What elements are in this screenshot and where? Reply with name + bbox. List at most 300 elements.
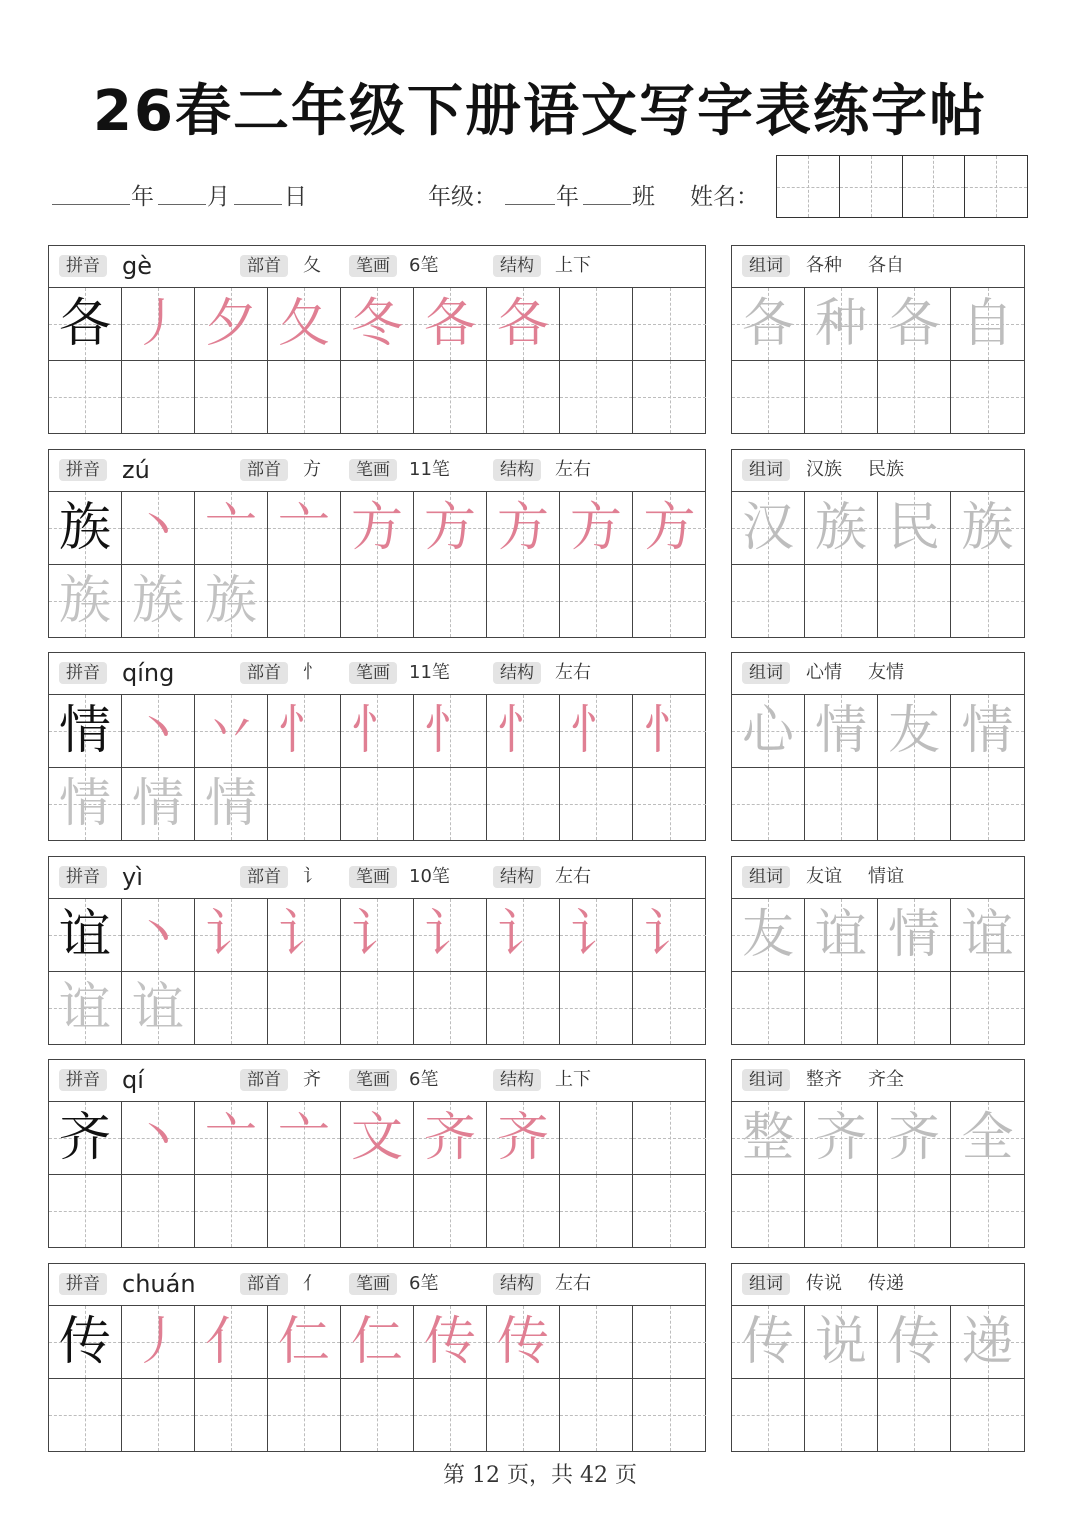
stroke-order-cell[interactable] (195, 1102, 268, 1175)
day-label: 日 (284, 184, 307, 210)
radical-value: 夂 (303, 255, 321, 276)
trace-cell[interactable] (195, 565, 268, 637)
empty-practice-cell[interactable] (268, 972, 341, 1044)
trace-cell[interactable] (122, 768, 195, 840)
character-block (48, 1263, 706, 1452)
empty-practice-cell[interactable] (341, 361, 414, 433)
empty-practice-cell[interactable] (49, 361, 122, 433)
word-trace-character: 友 (741, 905, 794, 965)
structure-label: 结构 (493, 1273, 541, 1295)
pinyin-label: 拼音 (59, 459, 107, 481)
stroke-step: 传 (423, 1312, 476, 1372)
year-label: 年 (131, 184, 154, 210)
page-footer: 第 12 页，共 42 页 (443, 1463, 637, 1488)
stroke-order-cell[interactable] (268, 1306, 341, 1379)
word-trace-cell[interactable] (878, 288, 951, 361)
empty-practice-cell[interactable] (633, 1175, 706, 1247)
stroke-order-cell[interactable] (195, 492, 268, 565)
word-trace-cell[interactable] (732, 899, 805, 972)
character-block (48, 245, 706, 434)
word-trace-cell[interactable] (732, 1102, 805, 1175)
empty-practice-cell[interactable] (414, 361, 487, 433)
empty-practice-cell[interactable] (487, 1379, 560, 1451)
word-trace-character: 各 (887, 294, 940, 354)
radical-label: 部首 (240, 459, 288, 481)
stroke-order-cell[interactable] (341, 492, 414, 565)
structure-label: 结构 (493, 866, 541, 888)
words-label: 组词 (742, 255, 790, 277)
empty-practice-cell[interactable] (341, 1175, 414, 1247)
empty-practice-cell[interactable] (341, 1379, 414, 1451)
stroke-order-cell[interactable] (487, 1102, 560, 1175)
empty-practice-cell[interactable] (560, 1306, 633, 1379)
empty-practice-cell[interactable] (560, 1379, 633, 1451)
stroke-order-cell[interactable] (487, 288, 560, 361)
word-trace-cell[interactable] (805, 1102, 878, 1175)
empty-word-cell[interactable] (732, 972, 805, 1044)
stroke-order-cell[interactable] (341, 288, 414, 361)
words-label: 组词 (742, 1273, 790, 1295)
empty-practice-cell[interactable] (487, 972, 560, 1044)
trace-cell[interactable] (195, 768, 268, 840)
pinyin-label: 拼音 (59, 255, 107, 277)
word-trace-cell[interactable] (805, 899, 878, 972)
practice-grid (49, 492, 706, 637)
name-box-cell[interactable] (965, 156, 1027, 217)
stroke-step: 丶 (131, 701, 184, 761)
stroke-order-cell[interactable] (122, 899, 195, 972)
stroke-order-cell[interactable] (268, 492, 341, 565)
word-text: 汉族 (806, 459, 842, 480)
structure-label: 结构 (493, 459, 541, 481)
empty-practice-cell[interactable] (195, 1379, 268, 1451)
empty-word-cell[interactable] (878, 1175, 951, 1247)
empty-word-cell[interactable] (732, 1379, 805, 1451)
stroke-step: 仁 (350, 1312, 403, 1372)
stroke-order-cell[interactable] (341, 899, 414, 972)
empty-practice-cell[interactable] (195, 1175, 268, 1247)
empty-practice-cell[interactable] (633, 1306, 706, 1379)
word-trace-cell[interactable] (878, 1102, 951, 1175)
empty-practice-cell[interactable] (268, 1175, 341, 1247)
stroke-step: 夂 (277, 294, 330, 354)
word-text: 友谊 (806, 866, 842, 887)
empty-practice-cell[interactable] (560, 565, 633, 637)
word-trace-cell[interactable] (878, 899, 951, 972)
empty-practice-cell[interactable] (560, 1175, 633, 1247)
empty-word-cell[interactable] (878, 565, 951, 637)
stroke-order-cell[interactable] (122, 695, 195, 768)
empty-practice-cell[interactable] (122, 1175, 195, 1247)
stroke-order-cell[interactable] (560, 695, 633, 768)
word-text: 心情 (806, 662, 842, 683)
stroke-order-cell[interactable] (195, 288, 268, 361)
stroke-order-cell[interactable] (414, 492, 487, 565)
practice-grid (49, 695, 706, 840)
empty-word-cell[interactable] (951, 768, 1024, 840)
empty-word-cell[interactable] (878, 972, 951, 1044)
grade-year-label: 年 (556, 184, 579, 210)
word-trace-cell[interactable] (878, 492, 951, 565)
word-grid (732, 288, 1024, 433)
stroke-order-cell[interactable] (414, 1102, 487, 1175)
stroke-step: 忄 (423, 701, 476, 761)
character-info-bar (49, 1060, 705, 1102)
strokes-value: 6笔 (409, 1273, 439, 1294)
structure-label: 结构 (493, 1069, 541, 1091)
empty-practice-cell[interactable] (560, 768, 633, 840)
word-trace-cell[interactable] (805, 1306, 878, 1379)
character-info-bar (49, 857, 705, 899)
word-block (731, 1263, 1025, 1452)
empty-practice-cell[interactable] (268, 361, 341, 433)
words-label: 组词 (742, 866, 790, 888)
trace-character: 族 (204, 571, 257, 631)
stroke-order-cell[interactable] (122, 1306, 195, 1379)
character-block (48, 449, 706, 638)
radical-label: 部首 (240, 255, 288, 277)
character-block (48, 652, 706, 841)
word-grid (732, 899, 1024, 1044)
month-label: 月 (207, 184, 230, 210)
stroke-order-cell[interactable] (122, 492, 195, 565)
word-trace-character: 情 (887, 905, 940, 965)
word-info-bar (732, 450, 1024, 492)
trace-cell[interactable] (49, 768, 122, 840)
word-trace-character: 传 (887, 1312, 940, 1372)
empty-practice-cell[interactable] (633, 1379, 706, 1451)
words-label: 组词 (742, 662, 790, 684)
trace-character: 谊 (131, 978, 184, 1038)
stroke-order-cell[interactable] (560, 492, 633, 565)
stroke-step: 方 (496, 498, 549, 558)
stroke-step: 文 (350, 1108, 403, 1168)
empty-practice-cell[interactable] (122, 361, 195, 433)
word-trace-cell[interactable] (805, 695, 878, 768)
pinyin-value: zú (122, 456, 150, 484)
stroke-order-cell[interactable] (122, 1102, 195, 1175)
empty-word-cell[interactable] (805, 768, 878, 840)
word-text: 情谊 (868, 866, 904, 887)
main-character-cell[interactable] (49, 1102, 122, 1175)
empty-word-cell[interactable] (805, 1379, 878, 1451)
practice-grid (49, 288, 706, 433)
empty-practice-cell[interactable] (268, 768, 341, 840)
empty-practice-cell[interactable] (487, 768, 560, 840)
empty-practice-cell[interactable] (560, 288, 633, 361)
word-info-bar (732, 1264, 1024, 1306)
radical-label: 部首 (240, 1069, 288, 1091)
character-info-bar (49, 450, 705, 492)
word-trace-cell[interactable] (951, 1306, 1024, 1379)
grade-year-blank[interactable] (505, 204, 555, 205)
empty-practice-cell[interactable] (195, 361, 268, 433)
stroke-order-cell[interactable] (633, 899, 706, 972)
empty-practice-cell[interactable] (560, 972, 633, 1044)
empty-practice-cell[interactable] (341, 972, 414, 1044)
word-trace-character: 递 (961, 1312, 1014, 1372)
radical-label: 部首 (240, 662, 288, 684)
main-character-cell[interactable] (49, 1306, 122, 1379)
stroke-order-cell[interactable] (268, 1102, 341, 1175)
structure-label: 结构 (493, 255, 541, 277)
main-character: 各 (58, 294, 111, 354)
radical-value: 讠 (303, 866, 321, 887)
empty-word-cell[interactable] (951, 1379, 1024, 1451)
word-block (731, 856, 1025, 1045)
structure-value: 上下 (555, 255, 591, 276)
empty-practice-cell[interactable] (49, 1379, 122, 1451)
word-trace-cell[interactable] (951, 899, 1024, 972)
word-block (731, 652, 1025, 841)
stroke-step: 亠 (204, 498, 257, 558)
pinyin-value: yì (122, 863, 143, 891)
word-trace-cell[interactable] (732, 288, 805, 361)
word-trace-cell[interactable] (732, 1306, 805, 1379)
empty-practice-cell[interactable] (633, 565, 706, 637)
trace-cell[interactable] (49, 972, 122, 1044)
empty-practice-cell[interactable] (122, 1379, 195, 1451)
word-trace-cell[interactable] (878, 695, 951, 768)
stroke-order-cell[interactable] (414, 1306, 487, 1379)
trace-cell[interactable] (122, 972, 195, 1044)
empty-practice-cell[interactable] (195, 972, 268, 1044)
stroke-order-cell[interactable] (195, 899, 268, 972)
word-block (731, 245, 1025, 434)
word-trace-cell[interactable] (878, 1306, 951, 1379)
structure-value: 左右 (555, 662, 591, 683)
stroke-order-cell[interactable] (341, 695, 414, 768)
empty-word-cell[interactable] (805, 972, 878, 1044)
name-box-cell[interactable] (777, 156, 840, 217)
empty-word-cell[interactable] (732, 768, 805, 840)
empty-word-cell[interactable] (878, 768, 951, 840)
word-trace-cell[interactable] (951, 492, 1024, 565)
word-info-bar (732, 246, 1024, 288)
stroke-step: 讠 (643, 905, 696, 965)
word-trace-cell[interactable] (732, 492, 805, 565)
word-trace-character: 各 (741, 294, 794, 354)
stroke-order-cell[interactable] (633, 492, 706, 565)
empty-practice-cell[interactable] (341, 565, 414, 637)
character-block (48, 1059, 706, 1248)
empty-practice-cell[interactable] (560, 361, 633, 433)
empty-practice-cell[interactable] (633, 361, 706, 433)
word-block (731, 1059, 1025, 1248)
word-trace-cell[interactable] (951, 1102, 1024, 1175)
trace-character: 谊 (58, 978, 111, 1038)
empty-practice-cell[interactable] (414, 565, 487, 637)
strokes-value: 10笔 (409, 866, 450, 887)
empty-word-cell[interactable] (732, 565, 805, 637)
word-trace-cell[interactable] (805, 288, 878, 361)
empty-practice-cell[interactable] (487, 1175, 560, 1247)
word-grid (732, 695, 1024, 840)
strokes-label: 笔画 (349, 459, 397, 481)
empty-word-cell[interactable] (805, 1175, 878, 1247)
stroke-order-cell[interactable] (341, 1306, 414, 1379)
stroke-step: 亻 (204, 1312, 257, 1372)
main-character-cell[interactable] (49, 899, 122, 972)
stroke-step: 丿 (131, 1312, 184, 1372)
main-character-cell[interactable] (49, 492, 122, 565)
stroke-step: 讠 (204, 905, 257, 965)
stroke-step: 忄 (277, 701, 330, 761)
empty-practice-cell[interactable] (414, 768, 487, 840)
empty-practice-cell[interactable] (633, 768, 706, 840)
stroke-order-cell[interactable] (487, 1306, 560, 1379)
word-trace-cell[interactable] (951, 695, 1024, 768)
radical-value: 亻 (303, 1273, 321, 1294)
main-character-cell[interactable] (49, 288, 122, 361)
word-trace-character: 整 (741, 1108, 794, 1168)
stroke-order-cell[interactable] (268, 288, 341, 361)
word-trace-character: 种 (814, 294, 867, 354)
empty-word-cell[interactable] (951, 361, 1024, 433)
word-trace-cell[interactable] (951, 288, 1024, 361)
trace-cell[interactable] (122, 565, 195, 637)
word-text: 传递 (868, 1273, 904, 1294)
word-trace-character: 齐 (814, 1108, 867, 1168)
stroke-order-cell[interactable] (414, 899, 487, 972)
empty-word-cell[interactable] (878, 361, 951, 433)
practice-grid (49, 1102, 706, 1247)
empty-practice-cell[interactable] (560, 1102, 633, 1175)
empty-practice-cell[interactable] (633, 1102, 706, 1175)
stroke-order-cell[interactable] (414, 288, 487, 361)
stroke-order-cell[interactable] (487, 695, 560, 768)
empty-word-cell[interactable] (951, 1175, 1024, 1247)
main-character-cell[interactable] (49, 695, 122, 768)
word-text: 各种 (806, 255, 842, 276)
stroke-order-cell[interactable] (414, 695, 487, 768)
strokes-label: 笔画 (349, 255, 397, 277)
name-box-cell[interactable] (840, 156, 903, 217)
empty-word-cell[interactable] (951, 565, 1024, 637)
stroke-step: 亠 (277, 498, 330, 558)
month-blank[interactable] (158, 204, 206, 205)
stroke-step: 讠 (569, 905, 622, 965)
structure-label: 结构 (493, 662, 541, 684)
stroke-step: 丿 (131, 294, 184, 354)
word-trace-cell[interactable] (805, 492, 878, 565)
name-box-cell[interactable] (903, 156, 966, 217)
stroke-step: 讠 (277, 905, 330, 965)
class-blank[interactable] (583, 204, 631, 205)
structure-value: 上下 (555, 1069, 591, 1090)
stroke-step: 亠 (277, 1108, 330, 1168)
empty-practice-cell[interactable] (268, 1379, 341, 1451)
empty-practice-cell[interactable] (633, 972, 706, 1044)
strokes-label: 笔画 (349, 1273, 397, 1295)
empty-practice-cell[interactable] (414, 1175, 487, 1247)
main-character: 族 (58, 498, 111, 558)
empty-word-cell[interactable] (732, 1175, 805, 1247)
word-trace-character: 汉 (741, 498, 794, 558)
trace-character: 情 (58, 774, 111, 834)
stroke-step: 丷 (204, 701, 257, 761)
page-title: 26春二年级下册语文写字表练字帖 (93, 79, 987, 144)
pinyin-label: 拼音 (59, 662, 107, 684)
stroke-order-cell[interactable] (341, 1102, 414, 1175)
word-text: 整齐 (806, 1069, 842, 1090)
empty-practice-cell[interactable] (633, 288, 706, 361)
radical-value: 方 (303, 459, 321, 480)
word-info-bar (732, 857, 1024, 899)
words-label: 组词 (742, 459, 790, 481)
word-text: 各自 (868, 255, 904, 276)
radical-value: 齐 (303, 1069, 321, 1090)
empty-word-cell[interactable] (732, 361, 805, 433)
main-character: 谊 (58, 905, 111, 965)
pinyin-label: 拼音 (59, 1273, 107, 1295)
main-character: 传 (58, 1312, 111, 1372)
strokes-label: 笔画 (349, 866, 397, 888)
stroke-order-cell[interactable] (122, 288, 195, 361)
empty-word-cell[interactable] (951, 972, 1024, 1044)
pinyin-value: chuán (122, 1270, 196, 1298)
empty-practice-cell[interactable] (49, 1175, 122, 1247)
radical-label: 部首 (240, 866, 288, 888)
empty-practice-cell[interactable] (341, 768, 414, 840)
name-box[interactable] (776, 155, 1028, 218)
year-blank[interactable] (52, 204, 130, 205)
main-character: 齐 (58, 1108, 111, 1168)
word-trace-cell[interactable] (732, 695, 805, 768)
stroke-step: 冬 (350, 294, 403, 354)
empty-practice-cell[interactable] (268, 565, 341, 637)
practice-grid (49, 1306, 706, 1451)
empty-practice-cell[interactable] (487, 565, 560, 637)
stroke-order-cell[interactable] (195, 1306, 268, 1379)
empty-word-cell[interactable] (878, 1379, 951, 1451)
structure-value: 左右 (555, 866, 591, 887)
word-trace-character: 友 (887, 701, 940, 761)
empty-word-cell[interactable] (805, 565, 878, 637)
stroke-order-cell[interactable] (487, 492, 560, 565)
stroke-step: 讠 (423, 905, 476, 965)
stroke-order-cell[interactable] (487, 899, 560, 972)
stroke-order-cell[interactable] (560, 899, 633, 972)
practice-grid (49, 899, 706, 1044)
empty-practice-cell[interactable] (414, 972, 487, 1044)
stroke-order-cell[interactable] (633, 695, 706, 768)
day-blank[interactable] (234, 204, 282, 205)
stroke-step: 仁 (277, 1312, 330, 1372)
stroke-step: 传 (496, 1312, 549, 1372)
stroke-step: 忄 (569, 701, 622, 761)
empty-practice-cell[interactable] (414, 1379, 487, 1451)
trace-cell[interactable] (49, 565, 122, 637)
stroke-order-cell[interactable] (268, 695, 341, 768)
name-label: 姓名： (690, 184, 759, 210)
stroke-step: 夕 (204, 294, 257, 354)
word-grid (732, 1306, 1024, 1451)
trace-character: 情 (131, 774, 184, 834)
stroke-order-cell[interactable] (268, 899, 341, 972)
radical-value: 忄 (303, 662, 321, 683)
word-trace-character: 情 (961, 701, 1014, 761)
empty-practice-cell[interactable] (487, 361, 560, 433)
trace-character: 情 (204, 774, 257, 834)
stroke-order-cell[interactable] (195, 695, 268, 768)
stroke-step: 方 (643, 498, 696, 558)
empty-word-cell[interactable] (805, 361, 878, 433)
radical-label: 部首 (240, 1273, 288, 1295)
stroke-step: 讠 (496, 905, 549, 965)
stroke-step: 亠 (204, 1108, 257, 1168)
stroke-step: 齐 (423, 1108, 476, 1168)
